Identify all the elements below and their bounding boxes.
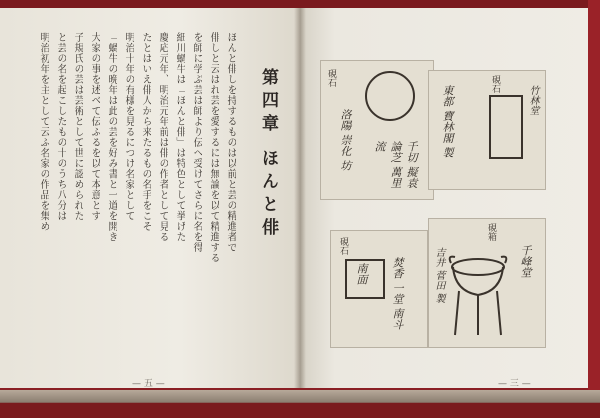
calligraphy: 竹林堂: [527, 85, 538, 115]
text-column: を師に学ぶ芸は師より伝へ受けてさらに名を得: [191, 32, 202, 253]
text-column: 大家の事を述べて伝ふるを以て本意とす: [89, 32, 100, 221]
text-column: 子規氏の芸は芸術として世に認められた: [72, 32, 83, 221]
text-column: 細川蝸牛は「ほんと俳」は特色として挙げた: [174, 32, 185, 242]
text-column: たとはいえ俳人から来たるもの名手をこそ: [140, 32, 151, 232]
plate-caption: 硯石: [326, 69, 336, 87]
text-column: ほんと俳しを持するものは以前と芸の精進者で: [225, 32, 236, 253]
text-column: と芸の名を起こしたもの十のうち八分は: [55, 32, 66, 221]
book-gutter: [294, 8, 306, 388]
text-column: 慶応元年、明治元年前は俳の作者として見る: [157, 32, 168, 242]
seal-script: 南面: [355, 263, 368, 285]
plate-caption: 硯石: [490, 75, 500, 93]
chapter-title: 第四章 ほんと俳: [258, 68, 278, 241]
rect-seal: [489, 95, 523, 159]
calligraphy: 千切 擬袁論芝 萬里流: [373, 141, 418, 189]
calligraphy: 東都 寶林閣 製: [441, 85, 454, 158]
plate-censer: [428, 218, 546, 348]
calligraphy: 吉井 菅田 製: [433, 247, 444, 304]
round-seal: [365, 71, 415, 121]
page-number-left: — 五 —: [132, 379, 165, 388]
plate-inkstone-3: [330, 230, 428, 348]
book-side-edge: [588, 0, 600, 418]
plate-inkstone-1: [320, 60, 434, 200]
seal-script: 洛陽 崇化 坊: [339, 109, 352, 171]
right-page: [300, 8, 590, 388]
calligraphy: 千峰堂: [519, 245, 532, 278]
plate-inkstone-2: [428, 70, 546, 190]
text-column: 明治十年の有様を見るにつけ名家として: [123, 32, 134, 221]
censer-illustration: [447, 249, 509, 339]
calligraphy: 焚香 一堂 南斗: [391, 257, 404, 330]
book-bottom-edge: [0, 390, 600, 418]
text-column: 俳しと云はれ芸を愛するには無論を以て精進する: [208, 32, 219, 263]
text-column: 「蝸牛の晩年は此の芸を好み書と一道を開き: [106, 32, 117, 242]
left-page: [0, 8, 300, 388]
plate-caption: 硯箱: [486, 223, 496, 241]
text-column: 明治初年を主として云ふ名家の作品を集め: [38, 32, 49, 232]
page-number-right: — 三 —: [498, 379, 531, 388]
plate-caption: 硯石: [338, 237, 348, 255]
